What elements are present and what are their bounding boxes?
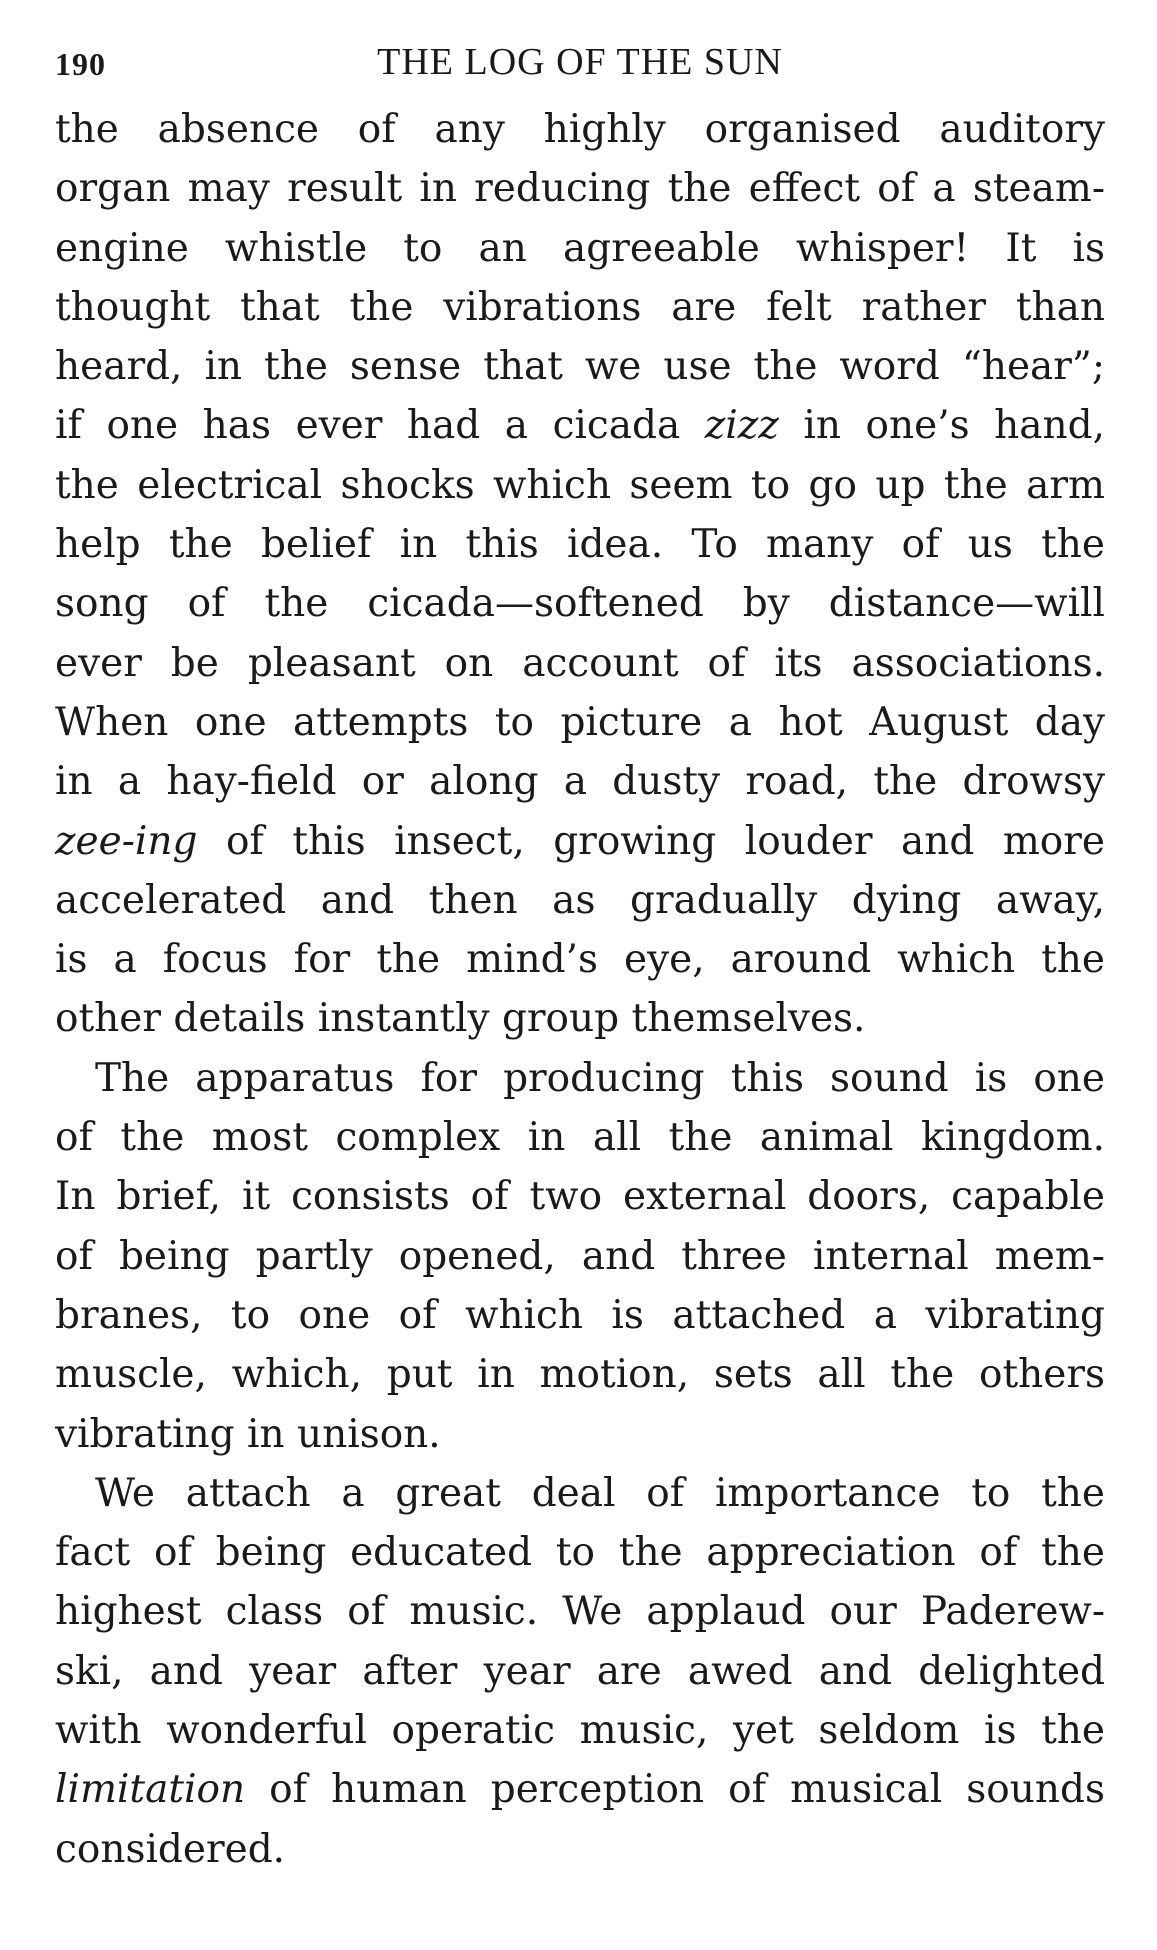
text-segment: engine whistle to an agreeable whisper! It is	[55, 225, 1105, 271]
text-segment: heard, in the sense that we use the word “hear”;	[55, 344, 1105, 390]
text-line	[55, 1820, 1105, 1879]
text-segment: other details instantly group themselves.	[55, 996, 866, 1042]
text-line	[55, 812, 1105, 871]
text-line	[55, 396, 1105, 455]
text-line	[55, 515, 1105, 574]
text-line	[55, 574, 1105, 633]
running-head	[55, 40, 1105, 92]
text-line	[55, 930, 1105, 989]
text-line	[55, 219, 1105, 278]
text-segment: The apparatus for producing this sound is one	[95, 1055, 1105, 1101]
text-segment: thought that the vibrations are felt rather than	[55, 284, 1105, 330]
text-line	[55, 1405, 1105, 1464]
italic-word: zee-ing	[55, 818, 198, 864]
text-line	[55, 1701, 1105, 1760]
text-segment: ever be pleasant on account of its associations.	[55, 640, 1105, 686]
paragraph	[55, 1464, 1105, 1879]
paragraph	[55, 1049, 1105, 1464]
text-line	[55, 1760, 1105, 1819]
text-segment: the electrical shocks which seem to go up the arm	[55, 462, 1105, 508]
italic-word: limitation	[55, 1767, 246, 1813]
book-page	[55, 40, 1105, 1879]
text-line	[55, 1345, 1105, 1404]
text-segment: vibrating in unison.	[55, 1411, 441, 1457]
text-line	[55, 989, 1105, 1048]
text-segment: of the most complex in all the animal kingdom.	[55, 1115, 1105, 1161]
text-segment: In brief, it consists of two external doors, capable	[55, 1174, 1105, 1220]
text-line	[55, 634, 1105, 693]
text-line	[55, 1108, 1105, 1167]
text-line	[55, 1642, 1105, 1701]
body-text	[55, 100, 1105, 1879]
text-segment: is a focus for the mind’s eye, around which the	[55, 937, 1105, 983]
text-segment: considered.	[55, 1826, 286, 1872]
text-line	[55, 159, 1105, 218]
running-title: THE LOG OF THE SUN	[377, 41, 783, 83]
text-line	[55, 456, 1105, 515]
text-segment: in one’s hand,	[778, 403, 1105, 449]
text-segment: fact of being educated to the appreciation of the	[55, 1530, 1105, 1576]
text-line	[55, 752, 1105, 811]
text-segment: in a hay-field or along a dusty road, the drowsy	[55, 759, 1105, 805]
text-segment: highest class of music. We applaud our Paderew-	[55, 1589, 1105, 1635]
page-number: 190	[55, 46, 106, 82]
text-segment: with wonderful operatic music, yet seldom is the	[55, 1708, 1105, 1754]
text-line	[55, 871, 1105, 930]
text-line	[55, 1167, 1105, 1226]
text-segment: When one attempts to picture a hot August day	[55, 699, 1105, 745]
text-line	[55, 1582, 1105, 1641]
text-line	[55, 693, 1105, 752]
text-line	[55, 278, 1105, 337]
italic-word: zizz	[704, 403, 779, 449]
text-segment: muscle, which, put in motion, sets all the others	[55, 1352, 1105, 1398]
text-segment: We attach a great deal of importance to the	[95, 1470, 1105, 1516]
text-segment: of this insect, growing louder and more	[197, 818, 1105, 864]
text-line	[55, 1227, 1105, 1286]
text-segment: branes, to one of which is attached a vibrating	[55, 1292, 1105, 1338]
text-line	[55, 1464, 1105, 1523]
text-line	[55, 100, 1105, 159]
text-segment: song of the cicada—softened by distance—will	[55, 581, 1105, 627]
text-segment: accelerated and then as gradually dying away,	[55, 877, 1105, 923]
paragraph	[55, 100, 1105, 1049]
text-line	[55, 1049, 1105, 1108]
text-line	[55, 1523, 1105, 1582]
text-segment: organ may result in reducing the effect of a steam-	[55, 166, 1105, 212]
text-segment: of being partly opened, and three internal mem-	[55, 1233, 1105, 1279]
text-line	[55, 337, 1105, 396]
text-segment: if one has ever had a cicada	[55, 403, 705, 449]
text-segment: of human perception of musical sounds	[245, 1767, 1105, 1813]
text-segment: help the belief in this idea. To many of us the	[55, 522, 1105, 568]
text-segment: the absence of any highly organised auditory	[55, 107, 1105, 152]
text-segment: ski, and year after year are awed and delighted	[55, 1648, 1105, 1694]
text-line	[55, 1286, 1105, 1345]
